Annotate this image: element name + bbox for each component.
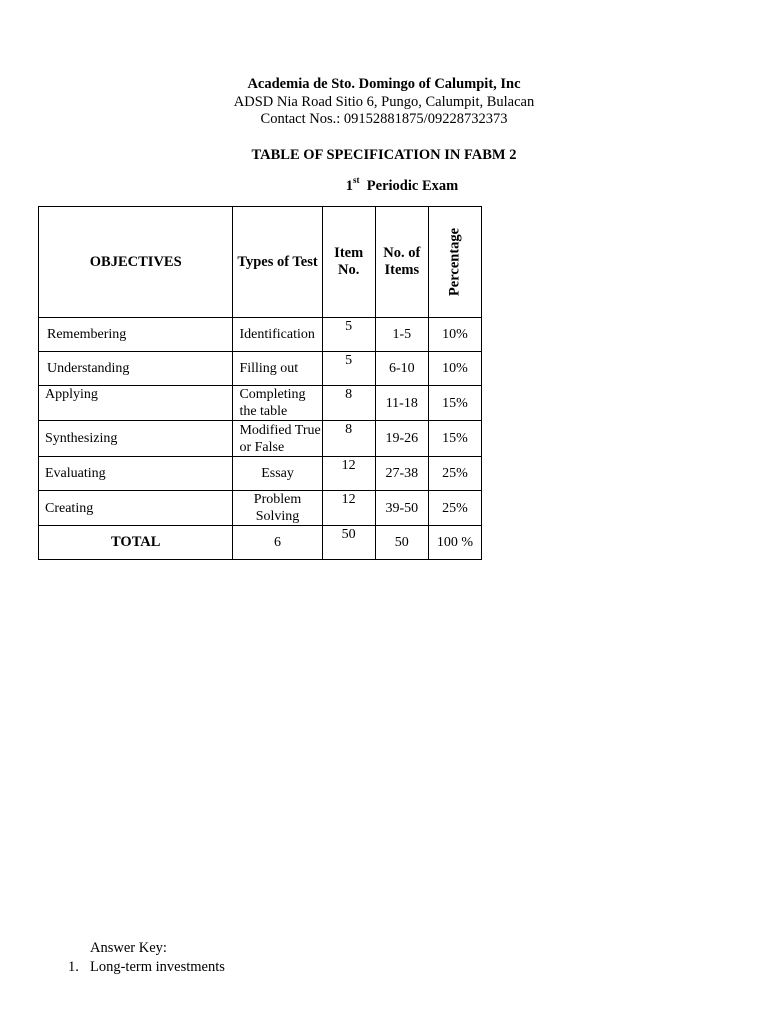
cell-type: Modified True or False bbox=[233, 421, 322, 457]
cell-objective: Evaluating bbox=[39, 457, 233, 491]
header-item-no: Item No. bbox=[322, 207, 375, 318]
cell-item-no: 8 bbox=[322, 386, 375, 421]
cell-percentage: 25% bbox=[428, 491, 481, 526]
cell-no-of-items: 11-18 bbox=[375, 386, 428, 421]
cell-item-no: 12 bbox=[322, 457, 375, 491]
table-row bbox=[39, 491, 482, 526]
cell-percentage: 10% bbox=[428, 352, 481, 386]
header-percentage bbox=[428, 207, 481, 318]
cell-no-of-items: 27-38 bbox=[375, 457, 428, 491]
exam-title bbox=[0, 176, 768, 195]
table-row bbox=[39, 457, 482, 491]
total-types: 6 bbox=[233, 526, 322, 560]
cell-objective: Synthesizing bbox=[39, 421, 233, 457]
cell-objective: Remembering bbox=[39, 318, 233, 352]
cell-percentage: 15% bbox=[428, 421, 481, 457]
cell-no-of-items: 19-26 bbox=[375, 421, 428, 457]
table-row bbox=[39, 352, 482, 386]
cell-objective: Applying bbox=[39, 386, 233, 421]
table-row bbox=[39, 386, 482, 421]
header-percentage-label: Percentage bbox=[446, 227, 463, 297]
cell-item-no: 8 bbox=[322, 421, 375, 457]
total-item-no: 50 bbox=[322, 526, 375, 560]
cell-no-of-items: 39-50 bbox=[375, 491, 428, 526]
cell-no-of-items: 1-5 bbox=[375, 318, 428, 352]
cell-percentage: 10% bbox=[428, 318, 481, 352]
cell-type: Problem Solving bbox=[233, 491, 322, 526]
school-name: Academia de Sto. Domingo of Calumpit, Inc bbox=[247, 76, 521, 92]
answer-key-title: Answer Key: bbox=[90, 940, 167, 956]
school-address: ADSD Nia Road Sitio 6, Pungo, Calumpit, Bulacan bbox=[233, 94, 535, 110]
cell-item-no: 5 bbox=[322, 318, 375, 352]
cell-type: Completing the table bbox=[233, 386, 322, 421]
cell-percentage: 15% bbox=[428, 386, 481, 421]
cell-item-no: 12 bbox=[322, 491, 375, 526]
total-no-of-items: 50 bbox=[375, 526, 428, 560]
cell-objective: Creating bbox=[39, 491, 233, 526]
table-header-row bbox=[39, 207, 482, 318]
contact-numbers: Contact Nos.: 09152881875/09228732373 bbox=[260, 111, 508, 127]
cell-objective: Understanding bbox=[39, 352, 233, 386]
table-row bbox=[39, 421, 482, 457]
exam-ordinal: 1 bbox=[345, 177, 354, 194]
cell-type: Filling out bbox=[233, 352, 322, 386]
cell-type: Identification bbox=[233, 318, 322, 352]
table-row bbox=[39, 318, 482, 352]
total-percentage: 100 % bbox=[428, 526, 481, 560]
cell-type: Essay bbox=[233, 457, 322, 491]
exam-ordinal-suffix: st bbox=[353, 175, 360, 185]
specification-table bbox=[38, 206, 482, 560]
document-title: TABLE OF SPECIFICATION IN FABM 2 bbox=[251, 147, 517, 163]
answer-key-item bbox=[68, 959, 225, 976]
header-objectives: OBJECTIVES bbox=[39, 207, 233, 318]
table-total-row bbox=[39, 526, 482, 560]
cell-percentage: 25% bbox=[428, 457, 481, 491]
cell-no-of-items: 6-10 bbox=[375, 352, 428, 386]
total-label: TOTAL bbox=[39, 526, 233, 560]
header-types-of-test: Types of Test bbox=[233, 207, 322, 318]
header-no-of-items: No. of Items bbox=[375, 207, 428, 318]
exam-label: Periodic Exam bbox=[366, 177, 459, 194]
cell-item-no: 5 bbox=[322, 352, 375, 386]
answer-number: 1. bbox=[68, 959, 79, 975]
answer-text: Long-term investments bbox=[90, 959, 225, 975]
